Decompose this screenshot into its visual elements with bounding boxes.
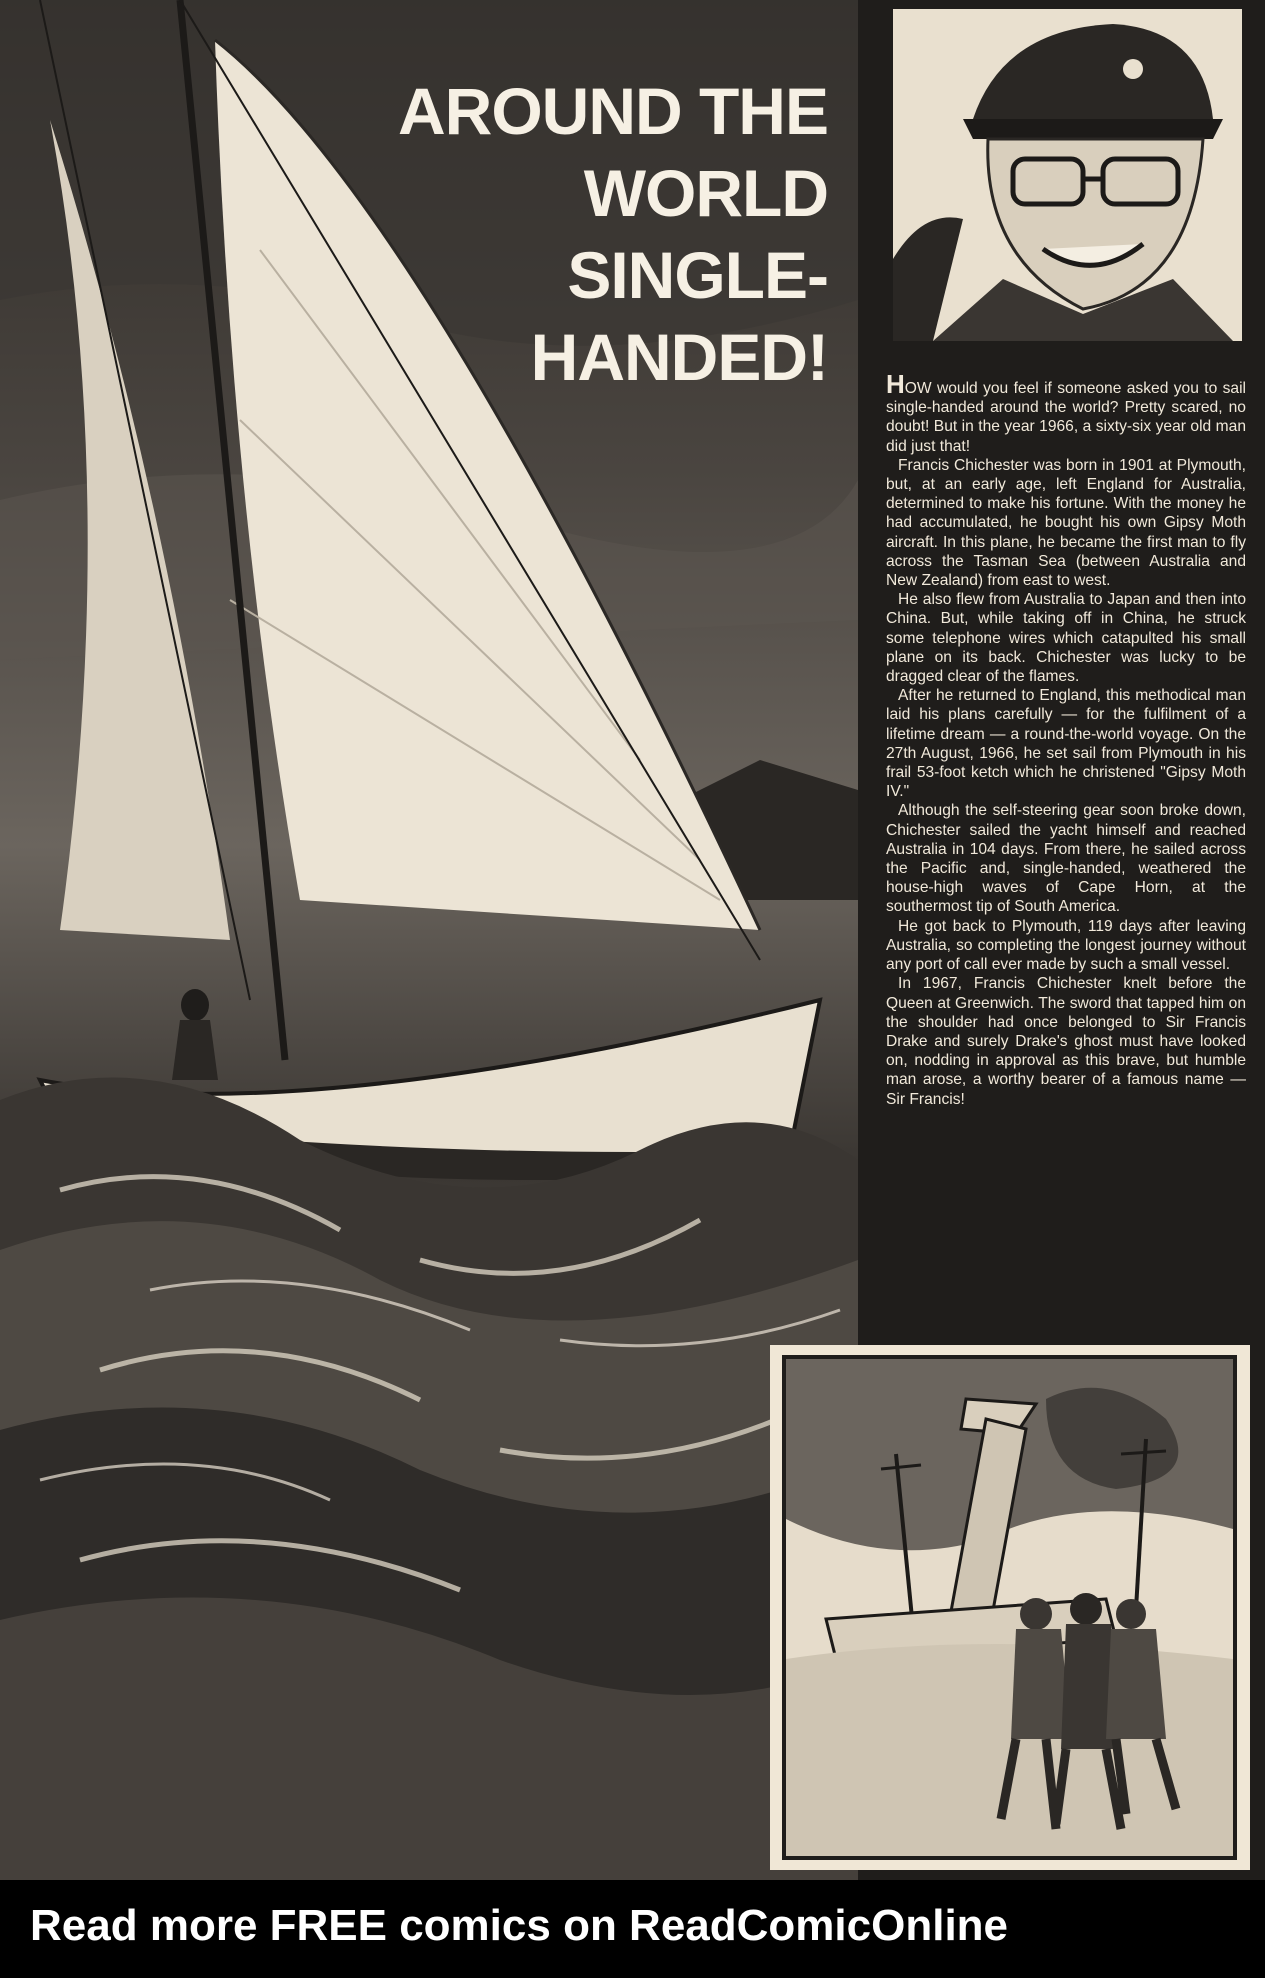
article-paragraph: Francis Chichester was born in 1901 at Plymouth, but, at an early age, left England for Australia, determined to make his fortune. With the money he had accumulated, he bought his own Gipsy Moth aircraft. In this plane, he became the first man to fly across the Tasman Sea (between Australia and New Zealand) from east to west. [886,456,1246,590]
article-paragraph-text: OW would you feel if someone asked you to sail single-handed around the world? Pretty scared, no doubt! But in the year 1966, a sixty-six year old man did just that! [886,380,1246,455]
plane-crash-illustration [782,1355,1237,1860]
article-paragraph: He also flew from Australia to Japan and then into China. But, while taking off in China, he struck some telephone wires which catapulted his small plane on its back. Chichester was lucky to be dragged clear of the flames. [886,591,1246,686]
chichester-portrait [890,6,1245,344]
article-paragraph: After he returned to England, this methodical man laid his plans carefully — for the fulfilment of a lifetime dream — a round-the-world voyage. On the 27th August, 1966, he set sail from Plymouth in his frail 53-foot ketch which he christened "Gipsy Moth IV." [886,687,1246,801]
headline-line-1: AROUND THE [398,74,828,148]
article-paragraph: In 1967, Francis Chichester knelt before the Queen at Greenwich. The sword that tapped him on the shoulder had once belonged to Sir Francis Drake and surely Drake's ghost must have looked on, nodding in approval as this brave, but humble man arose, a worthy bearer of a famous name — Sir Francis! [886,975,1246,1108]
article-paragraph: Although the self-steering gear soon broke down, Chichester sailed the yacht himself and reached Australia in 104 days. From there, he sailed across the Pacific and, single-handed, weathered the house-high waves of Cape Horn, at the southermost tip of South America. [886,802,1246,916]
headline-line-3: SINGLE- [567,238,828,312]
headline [398,70,828,398]
article-paragraph [886,369,1246,456]
article-dropcap: H [886,369,905,399]
plane-crash-drawing [786,1359,1233,1856]
footer-promo-text: Read more FREE comics on ReadComicOnline [30,1901,1009,1950]
headline-line-4: HANDED! [530,320,828,394]
headline-line-2: WORLD [583,156,828,230]
portrait-drawing [893,9,1242,341]
article-text [886,369,1246,1109]
article-paragraph: He got back to Plymouth, 119 days after leaving Australia, so completing the longest journey without any port of call ever made by such a small vessel. [886,917,1246,974]
